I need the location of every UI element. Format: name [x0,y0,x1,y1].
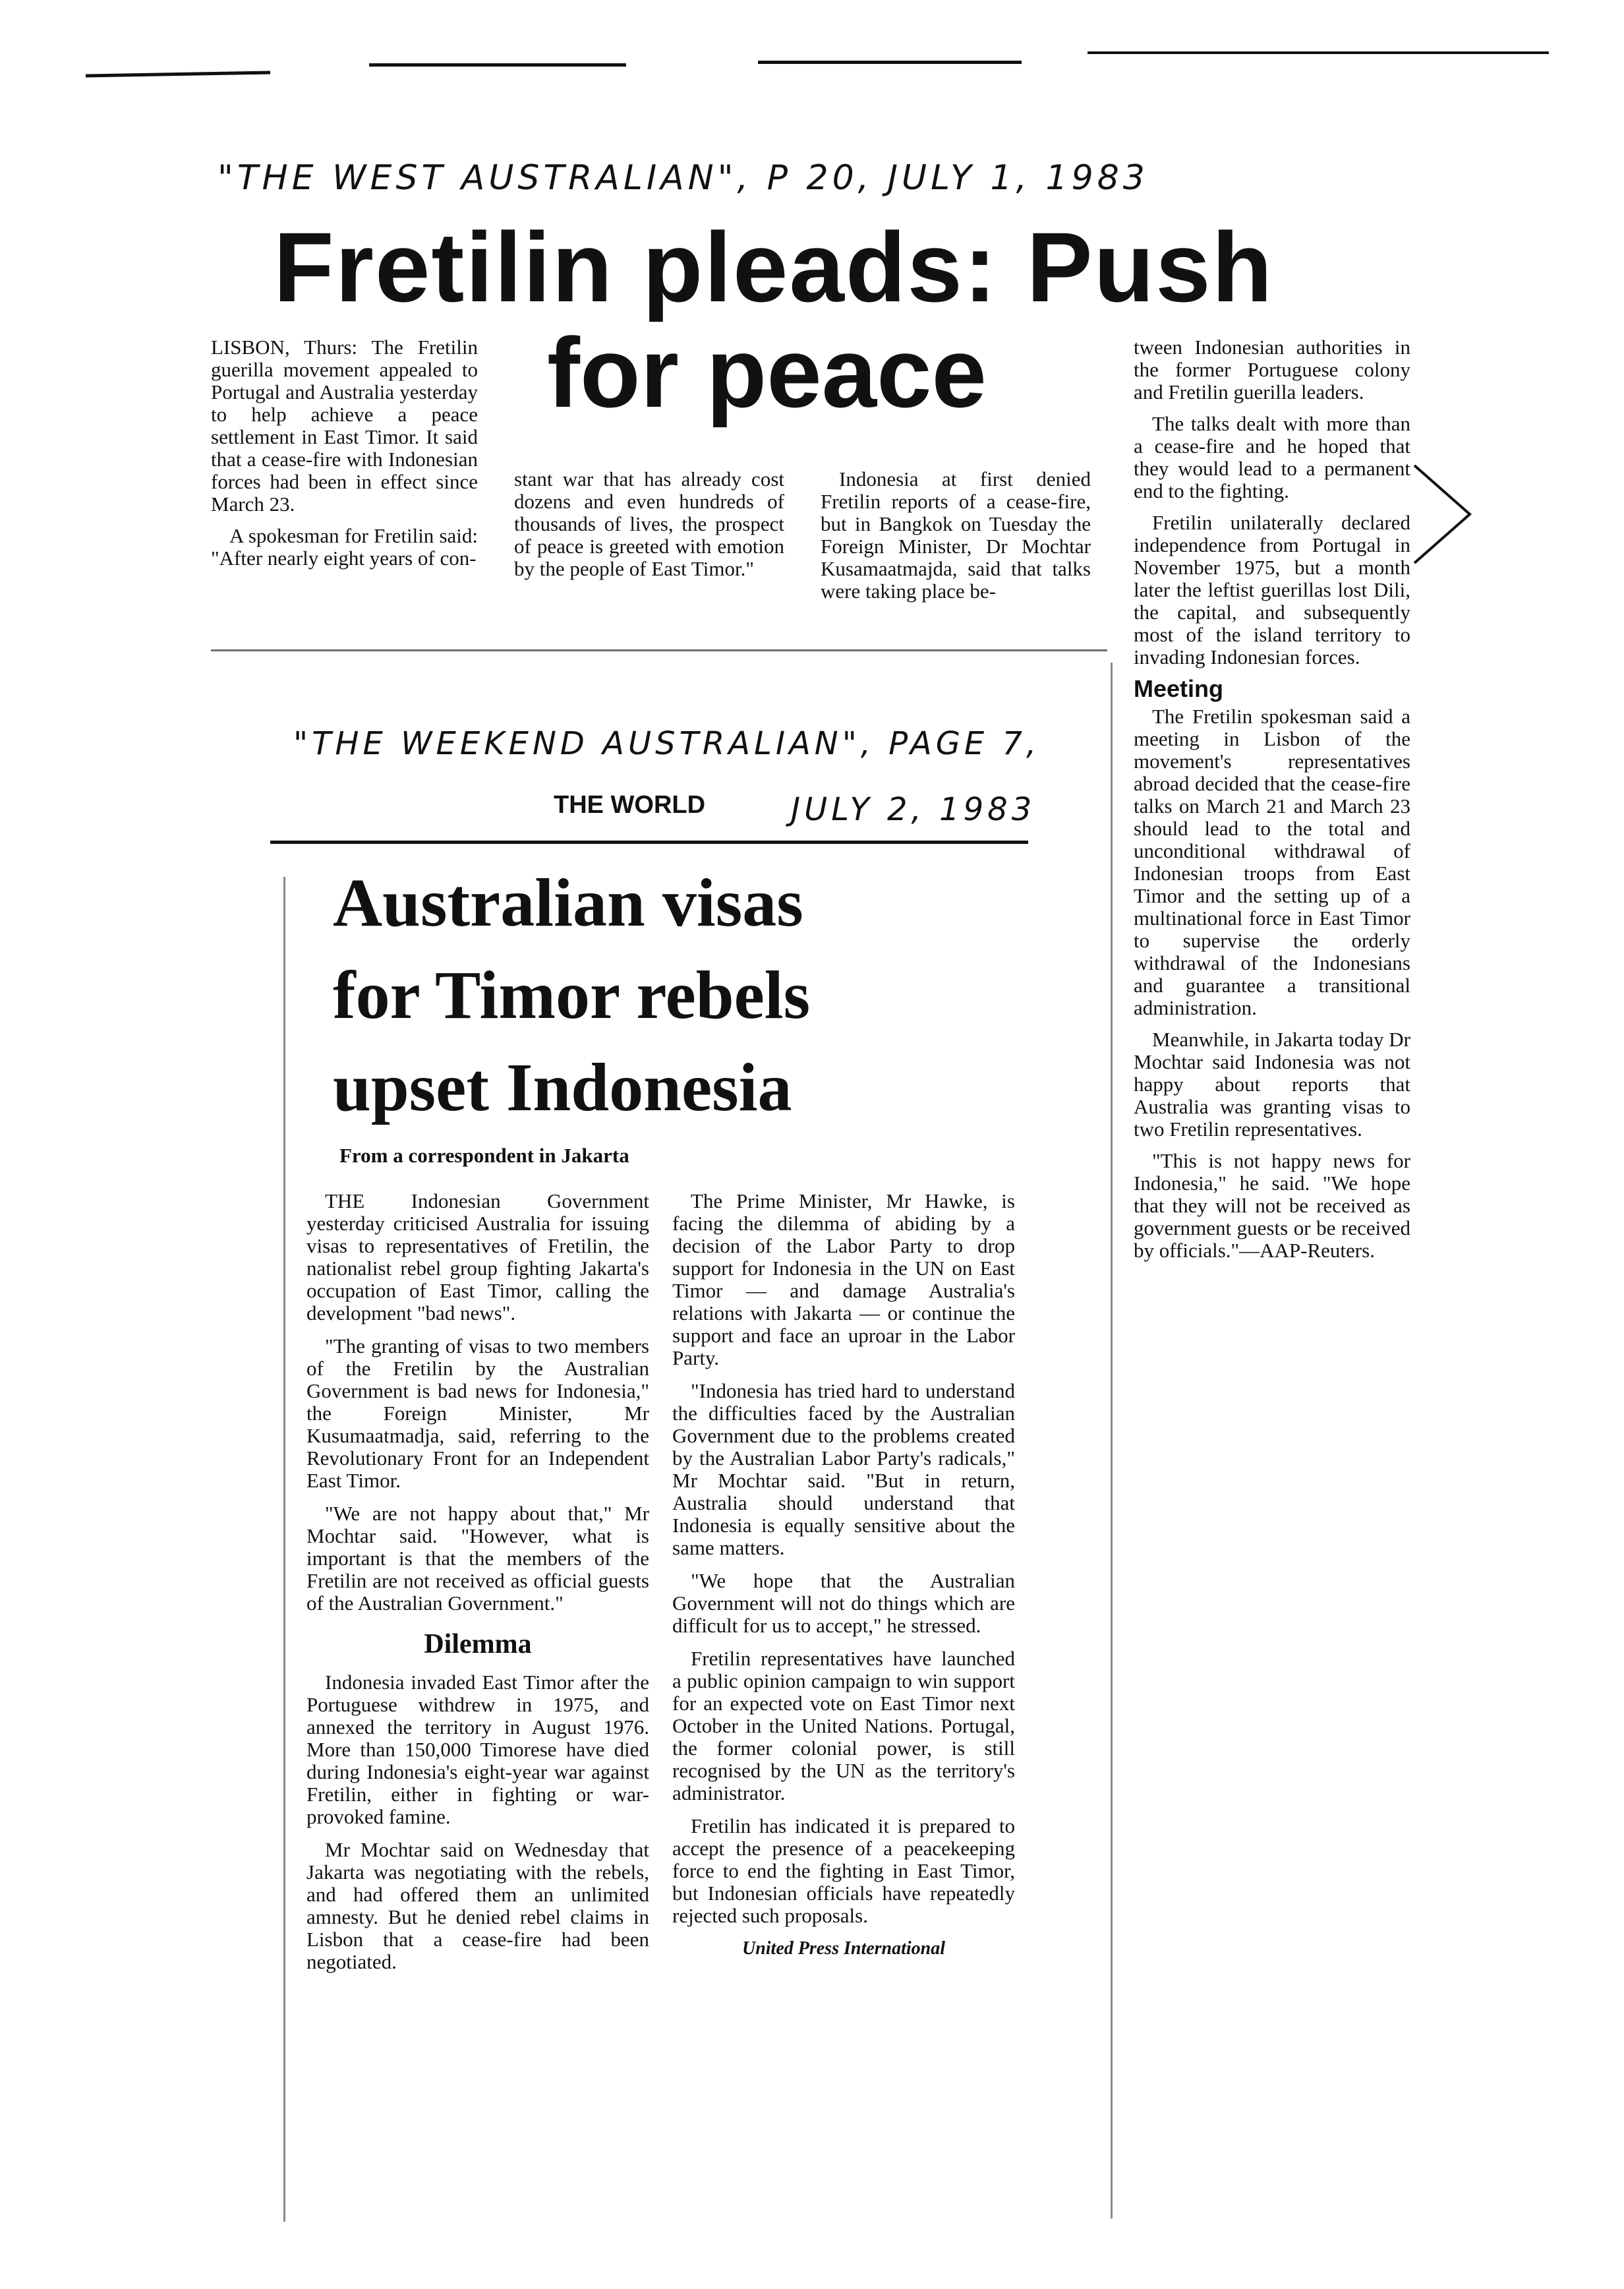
paragraph: LISBON, Thurs: The Fretilin guerilla movement appealed to Portugal and Australia yesterday to help achieve a peace settlement in East Timor. It said that a cease-fire with Indonesian forces had been in effect since March 23. [211,336,478,516]
paragraph: Fretilin has indicated it is prepared to accept the presence of a peacekeeping force to end the fighting in East Timor, but Indonesian officials have repeatedly rejected such proposals. [672,1814,1015,1927]
scan-line [369,63,626,67]
article-column-4 [1134,336,1410,1271]
headline-line2: for peace [547,317,987,428]
paragraph: The Prime Minister, Mr Hawke, is facing the dilemma of abiding by a decision of the Labor Party to drop support for Indonesia in the UN on East Timor — and damage Australia's relations with Jakarta — or continue the support and face an uproar in the Labor Party. [672,1189,1015,1369]
article-headline-line: upset Indonesia [333,1050,792,1125]
paragraph: Mr Mochtar said on Wednesday that Jakarta was negotiating with the rebels, and had offered them an unlimited amnesty. But he denied rebel claims in Lisbon that a cease-fire had been negotiated. [306,1838,649,1973]
section-rule [270,841,1028,844]
article2-column-left [306,1190,649,1984]
paragraph: Fretilin representatives have launched a public opinion campaign to win support for an expected vote on East Timor next October in the United Nations. Portugal, the former colonial power, is still recognised by the UN as the territory's administrator. [672,1647,1015,1804]
paragraph: Indonesia at first denied Fretilin reports of a cease-fire, but in Bangkok on Tuesday the Foreign Minister, Dr Mochtar Kusamaatmajda, said that talks were taking place be- [821,467,1091,603]
paragraph: "We hope that the Australian Government will not do things which are difficult for us to accept," he stressed. [672,1569,1015,1637]
paragraph: THE Indonesian Government yesterday criticised Australia for issuing visas to representatives of Fretilin, the nationalist rebel group fighting Jakarta's occupation of East Timor, calling the development "bad news". [306,1189,649,1324]
paragraph: tween Indonesian authorities in the former Portuguese colony and Fretilin guerilla leaders. [1134,336,1410,403]
clip-divider [211,649,1107,651]
handwritten-date: JULY 2, 1983 [791,791,1036,828]
section-label: THE WORLD [554,791,706,819]
article2-column-right [672,1190,1015,1960]
scan-line [1088,51,1549,54]
paragraph: A spokesman for Fretilin said: "After nearly eight years of con- [211,524,478,570]
article-column-2 [514,468,784,589]
paragraph: The talks dealt with more than a cease-fire and he hoped that they would lead to a permanent end to the fighting. [1134,412,1410,502]
scan-line [86,71,270,78]
paragraph: "The granting of visas to two members of the Fretilin by the Australian Government is bad news for Indonesia," the Foreign Minister, Mr Kusumaatmadja, said, referring to the Revolutionary Front for an Independent East Timor. [306,1334,649,1492]
paragraph: Meanwhile, in Jakarta today Dr Mochtar said Indonesia was not happy about reports that Australia was granting visas to two Fretilin representatives. [1134,1028,1410,1141]
article-column-1 [211,336,478,579]
meeting-subhead: Meeting [1134,675,1224,702]
paragraph: "Indonesia has tried hard to understand the difficulties faced by the Australian Government due to the problems created by the Australian Labor Party's radicals," Mr Mochtar said. "But in return, Australia should understand that Indonesia is equally sensitive about the same matters. [672,1379,1015,1559]
paragraph: Indonesia invaded East Timor after the Portuguese withdrew in 1975, and annexed the territory in August 1976. More than 150,000 Timorese have died during Indonesia's eight-year war against Fretilin, either in fighting or war-provoked famine. [306,1671,649,1828]
byline: From a correspondent in Jakarta [339,1144,629,1167]
margin-bracket-mark [1410,461,1476,567]
article-column-3 [821,468,1091,612]
column-rule-right [1111,663,1113,2218]
paragraph: Fretilin unilaterally declared independence from Portugal in November 1975, but a month later the leftist guerillas lost Dili, the capital, and subsequently most of the island territory to invading Indonesian forces. [1134,511,1410,669]
paragraph: The Fretilin spokesman said a meeting in Lisbon of the movement's representatives abroad decided that the cease-fire talks on March 21 and March 23 should lead to the total and unconditional withdrawal of Indonesian troops from East Timor and the setting up of a multinational force in East Timor to supervise the orderly withdrawal of the Indonesians and guarantee a transitional administration. [1134,705,1410,1019]
paragraph: stant war that has already cost dozens and even hundreds of thousands of lives, the prospect of peace is greeted with emotion by the people of East Timor." [514,467,784,580]
scan-line [758,61,1022,64]
dilemma-subhead: Dilemma [424,1629,532,1659]
paragraph: "We are not happy about that," Mr Mochtar said. "However, what is important is that the members of the Fretilin are not received as official guests of the Australian Government." [306,1502,649,1615]
column-rule-left [283,877,285,2222]
handwritten-source-note-2: "THE WEEKEND AUSTRALIAN", PAGE 7, [293,725,1041,762]
paragraph: "This is not happy news for Indonesia," he said. "We hope that they will not be received as government guests or be received by officials."—AAP-Reuters. [1134,1149,1410,1262]
article-headline-line: Australian visas [333,865,803,941]
wire-credit: United Press International [741,1938,946,1959]
headline-line1: Fretilin pleads: Push [274,212,1274,322]
handwritten-source-note: "THE WEST AUSTRALIAN", P 20, JULY 1, 1983 [218,158,1149,198]
article-headline-line: for Timor rebels [333,957,811,1033]
